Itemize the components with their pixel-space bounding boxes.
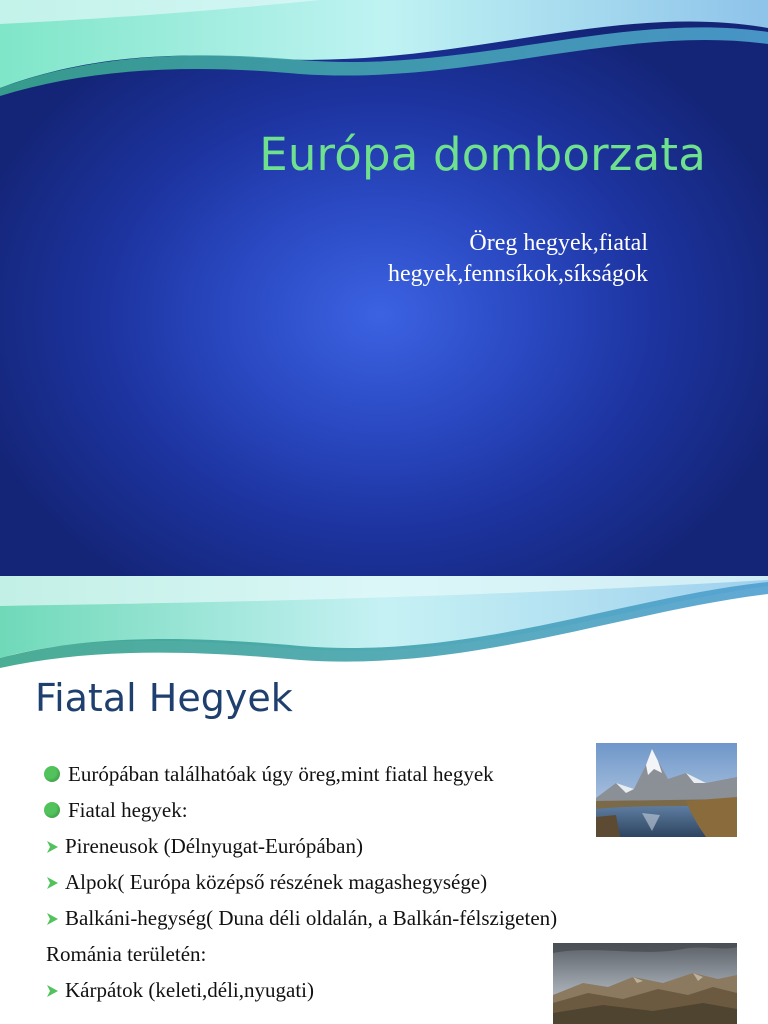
arrow-bullet-icon: [44, 983, 60, 999]
slide-subtitle: [388, 228, 648, 290]
list-item: Balkáni-hegység( Duna déli oldalán, a Balkán-félszigeten): [44, 900, 557, 936]
subtitle-line-2: hegyek,fennsíkok,síkságok: [388, 261, 648, 287]
list-item: Fiatal hegyek:: [44, 792, 557, 828]
bullet-list: [44, 756, 557, 1008]
list-item: Alpok( Európa középső részének magashegysége): [44, 864, 557, 900]
slide-title: Európa domborzata: [259, 128, 706, 181]
list-item: Kárpátok (keleti,déli,nyugati): [44, 972, 557, 1008]
green-dot-bullet-icon: [44, 802, 60, 818]
list-item: Románia területén:: [46, 942, 207, 966]
content-slide: [0, 576, 768, 1024]
green-dot-bullet-icon: [44, 766, 60, 782]
top-wave-decoration: [0, 0, 768, 100]
arrow-bullet-icon: [44, 875, 60, 891]
slide-heading: Fiatal Hegyek: [35, 676, 293, 720]
list-item: Pireneusok (Délnyugat-Európában): [44, 828, 557, 864]
arrow-bullet-icon: [44, 911, 60, 927]
arrow-bullet-icon: [44, 839, 60, 855]
matterhorn-photo: [596, 743, 737, 837]
list-item: Európában találhatóak úgy öreg,mint fiatal hegyek: [44, 756, 557, 792]
top-wave-decoration: [0, 576, 768, 671]
subtitle-line-1: Öreg hegyek,fiatal: [469, 230, 648, 256]
carpathian-mountains-photo: [553, 943, 737, 1024]
